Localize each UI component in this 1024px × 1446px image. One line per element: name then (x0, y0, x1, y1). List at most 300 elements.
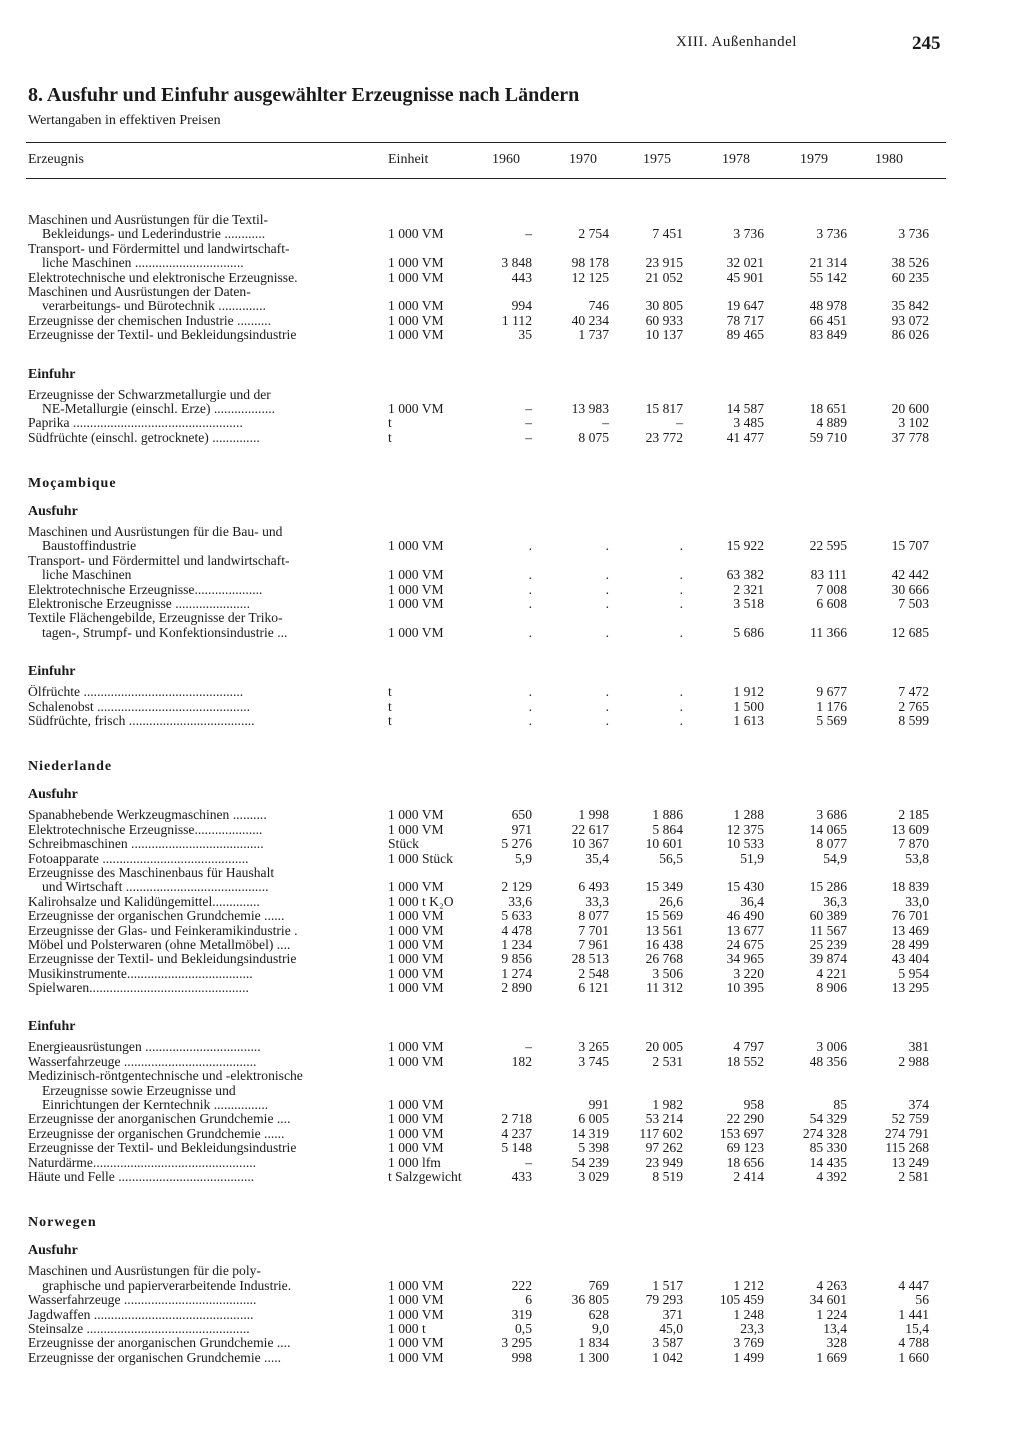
product-label: Naturdärme................................................ (28, 1155, 257, 1170)
value-cell-1979: 4 221 (816, 965, 847, 981)
product-label: Baustoffindustrie (42, 539, 137, 554)
product-label: Südfrüchte, frisch ..................................... (28, 713, 255, 728)
value-cell-1979: 18 651 (809, 400, 847, 416)
product-label: liche Maschinen (42, 568, 132, 583)
section-heading: Ausfuhr (28, 504, 78, 520)
product-label: tagen-, Strumpf- und Konfektionsindustrie ... (42, 625, 288, 640)
product-label: NE-Metallurgie (einschl. Erze) .................. (42, 401, 276, 416)
value-cell-1970: 13 983 (571, 400, 609, 416)
unit-cell: 1 000 VM (388, 1292, 444, 1308)
value-cell-1960: 9 856 (501, 951, 532, 967)
value-cell-1980: 13 295 (891, 980, 929, 996)
value-cell-1980: 28 499 (891, 936, 929, 952)
value-cell-1979: 60 389 (809, 908, 847, 924)
product-label: Transport- und Fördermittel und landwirtschaft- (28, 553, 290, 568)
value-cell-1975: 20 005 (645, 1039, 683, 1055)
unit-cell: 1 000 VM (388, 1053, 444, 1069)
product-label: Erzeugnisse der organischen Grundchemie ...... (28, 1126, 285, 1141)
unit-cell: 1 000 lfm (388, 1154, 441, 1170)
product-label: Erzeugnisse der anorganischen Grundchemie .... (28, 1112, 291, 1127)
value-cell-1975: 2 531 (652, 1053, 683, 1069)
value-cell-1975: 1 982 (652, 1097, 683, 1113)
value-cell-1975: 1 042 (652, 1349, 683, 1365)
product-label: Elektronische Erzeugnisse ...................... (28, 597, 250, 612)
product-label: Kalirohsalze und Kalidüngemittel.............. (28, 894, 260, 909)
unit-cell: 1 000 VM (388, 312, 444, 328)
col-header-1975: 1975 (643, 152, 671, 167)
value-cell-1978: 10 533 (726, 836, 764, 852)
value-cell-1970: . (605, 567, 609, 583)
table-row (0, 852, 1024, 866)
table-row (0, 1336, 1024, 1350)
table-row (0, 1322, 1024, 1336)
value-cell-1979: 54,9 (823, 850, 847, 866)
unit-cell: t Salzgewicht (388, 1168, 462, 1184)
value-cell-1975: 7 451 (652, 226, 683, 242)
value-cell-1978: 153 697 (719, 1125, 764, 1141)
table-row (0, 1264, 1024, 1278)
value-cell-1978: 3 769 (733, 1335, 764, 1351)
value-cell-1979: 13,4 (823, 1320, 847, 1336)
value-cell-1979: 14 065 (809, 821, 847, 837)
value-cell-1975: 5 864 (652, 821, 683, 837)
value-cell-1975: 16 438 (645, 936, 683, 952)
value-cell-1980: 43 404 (891, 951, 929, 967)
table-row (0, 1084, 1024, 1098)
value-cell-1979: 85 (833, 1097, 847, 1113)
value-cell-1975: – (676, 415, 683, 431)
value-cell-1979: 3 006 (816, 1039, 847, 1055)
unit-cell: 1 000 VM (388, 298, 444, 314)
table-row (0, 626, 1024, 640)
value-cell-1970: 36 805 (571, 1292, 609, 1308)
value-cell-1978: 1 248 (733, 1306, 764, 1322)
value-cell-1960: 3 848 (501, 255, 532, 271)
unit-cell: 1 000 VM (388, 596, 444, 612)
value-cell-1979: 85 330 (809, 1140, 847, 1156)
value-cell-1970: . (605, 684, 609, 700)
value-cell-1970: 22 617 (571, 821, 609, 837)
value-cell-1980: 374 (908, 1097, 929, 1113)
value-cell-1960: 4 478 (501, 922, 532, 938)
value-cell-1975: 3 587 (652, 1335, 683, 1351)
spacer (0, 1184, 1024, 1208)
value-cell-1980: 20 600 (891, 400, 929, 416)
value-cell-1980: 1 660 (898, 1349, 929, 1365)
value-cell-1980: 15 707 (891, 538, 929, 554)
unit-cell: 1 000 Stück (388, 850, 453, 866)
value-cell-1960: . (528, 581, 532, 597)
value-cell-1980: 4 447 (898, 1277, 929, 1293)
value-cell-1970: 7 961 (578, 936, 609, 952)
value-cell-1960: 222 (511, 1277, 532, 1293)
value-cell-1975: 117 602 (639, 1125, 683, 1141)
col-header-1960: 1960 (492, 152, 520, 167)
value-cell-1975: . (679, 538, 683, 554)
value-cell-1975: . (679, 567, 683, 583)
value-cell-1979: 328 (826, 1335, 847, 1351)
value-cell-1960: . (528, 567, 532, 583)
value-cell-1960: – (525, 1039, 532, 1055)
spacer (0, 728, 1024, 752)
value-cell-1979: 48 978 (809, 298, 847, 314)
table-row (0, 1127, 1024, 1141)
value-cell-1979: 22 595 (809, 538, 847, 554)
value-cell-1960: 0,5 (515, 1320, 532, 1336)
section-heading: Ausfuhr (28, 787, 78, 803)
value-cell-1979: 5 569 (816, 712, 847, 728)
value-cell-1980: 13 249 (891, 1154, 929, 1170)
table-row (0, 909, 1024, 923)
product-label: Bekleidungs- und Lederindustrie ............ (42, 227, 266, 242)
table-row (0, 213, 1024, 227)
value-cell-1979: 7 008 (816, 581, 847, 597)
value-cell-1978: 46 490 (726, 908, 764, 924)
unit-cell: 1 000 VM (388, 327, 444, 343)
value-cell-1975: 26,6 (659, 893, 683, 909)
table-row (0, 1112, 1024, 1126)
unit-cell: t (388, 429, 392, 445)
unit-cell: 1 000 VM (388, 567, 444, 583)
unit-cell: 1 000 VM (388, 581, 444, 597)
product-label: Elektrotechnische Erzeugnisse.................... (28, 822, 263, 837)
country-heading: Moçambique (28, 476, 117, 492)
value-cell-1975: 60 933 (645, 312, 683, 328)
product-label: verarbeitungs- und Bürotechnik .............. (42, 299, 266, 314)
country-heading: Norwegen (28, 1215, 97, 1231)
value-cell-1970: 2 754 (578, 226, 609, 242)
table-row (0, 1293, 1024, 1307)
value-cell-1975: 15 569 (645, 908, 683, 924)
value-cell-1979: 48 356 (809, 1053, 847, 1069)
table-row (0, 1098, 1024, 1112)
product-label: Elektrotechnische und elektronische Erzeugnisse. (28, 270, 298, 285)
value-cell-1980: 15,4 (905, 1320, 929, 1336)
product-label: Erzeugnisse der chemischen Industrie .......... (28, 313, 272, 328)
value-cell-1978: 36,4 (740, 893, 764, 909)
table-row (0, 823, 1024, 837)
value-cell-1970: 769 (588, 1277, 609, 1293)
chapter-header: XIII. Außenhandel (676, 34, 797, 50)
product-label: Fotoapparate ........................................... (28, 851, 249, 866)
value-cell-1980: 13 609 (891, 821, 929, 837)
table-row (0, 700, 1024, 714)
value-cell-1979: 39 874 (809, 951, 847, 967)
table-row (0, 525, 1024, 539)
value-cell-1980: 7 503 (898, 596, 929, 612)
unit-cell: 1 000 VM (388, 980, 444, 996)
value-cell-1970: 991 (588, 1097, 609, 1113)
value-cell-1978: 1 500 (733, 698, 764, 714)
value-cell-1970: 12 125 (571, 269, 609, 285)
value-cell-1975: 23 772 (645, 429, 683, 445)
section-heading: Einfuhr (28, 664, 76, 680)
unit-cell: t (388, 415, 392, 431)
value-cell-1970: 3 745 (578, 1053, 609, 1069)
table-row (0, 583, 1024, 597)
value-cell-1978: 89 465 (726, 327, 764, 343)
value-cell-1980: 3 736 (898, 226, 929, 242)
value-cell-1975: 56,5 (659, 850, 683, 866)
value-cell-1979: 14 435 (809, 1154, 847, 1170)
value-cell-1975: 11 312 (646, 980, 683, 996)
table-row (0, 611, 1024, 625)
value-cell-1979: 66 451 (809, 312, 847, 328)
unit-cell: 1 000 VM (388, 1335, 444, 1351)
table-row (0, 808, 1024, 822)
value-cell-1970: 8 077 (578, 908, 609, 924)
section-heading: Einfuhr (28, 1019, 76, 1035)
product-label: und Wirtschaft .......................................... (42, 880, 269, 895)
unit-cell: 1 000 VM (388, 965, 444, 981)
table-row (0, 539, 1024, 553)
value-cell-1975: 3 506 (652, 965, 683, 981)
table-row (0, 967, 1024, 981)
product-label: Spielwaren............................................... (28, 981, 249, 996)
table-row (0, 1156, 1024, 1170)
product-label: Häute und Felle ........................................ (28, 1169, 255, 1184)
product-label: Einrichtungen der Kerntechnik ................ (42, 1098, 269, 1113)
table-row (0, 431, 1024, 445)
value-cell-1960: – (525, 226, 532, 242)
product-label: Elektrotechnische Erzeugnisse.................... (28, 582, 263, 597)
value-cell-1980: 76 701 (891, 908, 929, 924)
value-cell-1978: 23,3 (740, 1320, 764, 1336)
unit-cell: 1 000 VM (388, 255, 444, 271)
value-cell-1970: 6 493 (578, 879, 609, 895)
value-cell-1978: 105 459 (719, 1292, 764, 1308)
unit-cell: 1 000 VM (388, 624, 444, 640)
unit-cell: 1 000 VM (388, 400, 444, 416)
table-row (0, 1141, 1024, 1155)
table-row (0, 416, 1024, 430)
product-label: graphische und papierverarbeitende Industrie. (42, 1278, 292, 1293)
table-body (0, 194, 1024, 1365)
value-cell-1980: 2 988 (898, 1053, 929, 1069)
unit-cell: 1 000 t K₂O (388, 893, 454, 909)
value-cell-1970: 10 367 (571, 836, 609, 852)
product-label: Paprika .................................................. (28, 416, 243, 431)
value-cell-1970: 28 513 (571, 951, 609, 967)
value-cell-1980: 12 685 (891, 624, 929, 640)
value-cell-1979: 8 077 (816, 836, 847, 852)
unit-cell: 1 000 VM (388, 538, 444, 554)
value-cell-1975: 13 561 (645, 922, 683, 938)
product-label: Erzeugnisse der Schwarzmetallurgie und der (28, 387, 271, 402)
value-cell-1978: 18 552 (726, 1053, 764, 1069)
value-cell-1979: 36,3 (823, 893, 847, 909)
value-cell-1978: 1 613 (733, 712, 764, 728)
value-cell-1978: 15 430 (726, 879, 764, 895)
value-cell-1979: 4 392 (816, 1168, 847, 1184)
value-cell-1960: – (525, 429, 532, 445)
spacer (0, 445, 1024, 469)
table-row (0, 227, 1024, 241)
header-top-rule (26, 142, 946, 143)
unit-cell: 1 000 VM (388, 1140, 444, 1156)
value-cell-1975: . (679, 581, 683, 597)
value-cell-1978: 1 212 (733, 1277, 764, 1293)
value-cell-1975: 10 601 (645, 836, 683, 852)
value-cell-1975: 23 915 (645, 255, 683, 271)
unit-cell: 1 000 VM (388, 1097, 444, 1113)
value-cell-1978: 5 686 (733, 624, 764, 640)
value-cell-1970: 9,0 (592, 1320, 609, 1336)
value-cell-1960: 994 (511, 298, 532, 314)
table-row (0, 388, 1024, 402)
value-cell-1978: 12 375 (726, 821, 764, 837)
unit-cell: t (388, 698, 392, 714)
value-cell-1975: 15 817 (645, 400, 683, 416)
value-cell-1979: 1 224 (816, 1306, 847, 1322)
value-cell-1960: 5 148 (501, 1140, 532, 1156)
value-cell-1970: 6 005 (578, 1111, 609, 1127)
value-cell-1960: – (525, 400, 532, 416)
value-cell-1978: 1 288 (733, 807, 764, 823)
table-row (0, 242, 1024, 256)
unit-cell: 1 000 VM (388, 951, 444, 967)
value-cell-1979: 3 736 (816, 226, 847, 242)
unit-cell: 1 000 VM (388, 879, 444, 895)
value-cell-1970: 1 998 (578, 807, 609, 823)
value-cell-1978: 24 675 (726, 936, 764, 952)
unit-cell: 1 000 VM (388, 807, 444, 823)
unit-cell: 1 000 VM (388, 1111, 444, 1127)
value-cell-1975: 26 768 (645, 951, 683, 967)
table-row (0, 924, 1024, 938)
unit-cell: 1 000 VM (388, 269, 444, 285)
value-cell-1975: 21 052 (645, 269, 683, 285)
product-label: Spanabhebende Werkzeugmaschinen .......... (28, 808, 267, 823)
value-cell-1978: 958 (743, 1097, 764, 1113)
table-row (0, 285, 1024, 299)
value-cell-1979: 1 669 (816, 1349, 847, 1365)
value-cell-1978: 19 647 (726, 298, 764, 314)
value-cell-1960: 2 129 (501, 879, 532, 895)
value-cell-1979: 8 906 (816, 980, 847, 996)
value-cell-1980: 381 (908, 1039, 929, 1055)
value-cell-1960: 182 (511, 1053, 532, 1069)
value-cell-1978: 22 290 (726, 1111, 764, 1127)
product-label: Schreibmaschinen ....................................... (28, 837, 264, 852)
value-cell-1979: 11 567 (810, 922, 847, 938)
value-cell-1980: 1 441 (898, 1306, 929, 1322)
value-cell-1975: . (679, 712, 683, 728)
value-cell-1975: 371 (662, 1306, 683, 1322)
value-cell-1970: 1 737 (578, 327, 609, 343)
value-cell-1970: 33,3 (585, 893, 609, 909)
value-cell-1979: 83 849 (809, 327, 847, 343)
value-cell-1978: 69 123 (726, 1140, 764, 1156)
value-cell-1970: 3 029 (578, 1168, 609, 1184)
value-cell-1978: 15 922 (726, 538, 764, 554)
product-label: Erzeugnisse der Textil- und Bekleidungsindustrie (28, 1141, 297, 1156)
value-cell-1960: 971 (511, 821, 532, 837)
table-row (0, 981, 1024, 995)
value-cell-1978: 34 965 (726, 951, 764, 967)
value-cell-1960: 6 (525, 1292, 532, 1308)
spacer (0, 343, 1024, 362)
value-cell-1979: 15 286 (809, 879, 847, 895)
product-label: Erzeugnisse der Glas- und Feinkeramikindustrie . (28, 923, 298, 938)
value-cell-1979: 6 608 (816, 596, 847, 612)
table-row (0, 938, 1024, 952)
value-cell-1960: 33,6 (508, 893, 532, 909)
value-cell-1975: 45,0 (659, 1320, 683, 1336)
value-cell-1980: 33,0 (905, 893, 929, 909)
spacer (0, 640, 1024, 659)
value-cell-1960: 3 295 (501, 1335, 532, 1351)
product-label: Ölfrüchte ............................................... (28, 685, 244, 700)
value-cell-1970: 2 548 (578, 965, 609, 981)
value-cell-1979: 59 710 (809, 429, 847, 445)
col-header-1979: 1979 (800, 152, 828, 167)
product-label: Maschinen und Ausrüstungen für die poly- (28, 1264, 261, 1279)
value-cell-1960: 5 633 (501, 908, 532, 924)
value-cell-1970: 746 (588, 298, 609, 314)
value-cell-1980: 3 102 (898, 415, 929, 431)
col-header-unit: Einheit (388, 152, 429, 167)
table-subtitle: Wertangaben in effektiven Preisen (28, 113, 221, 128)
value-cell-1979: 21 314 (809, 255, 847, 271)
unit-cell: 1 000 VM (388, 226, 444, 242)
value-cell-1975: . (679, 698, 683, 714)
value-cell-1970: . (605, 624, 609, 640)
value-cell-1970: . (605, 698, 609, 714)
value-cell-1970: 54 239 (571, 1154, 609, 1170)
value-cell-1979: 1 176 (816, 698, 847, 714)
value-cell-1960: . (528, 698, 532, 714)
table-row (0, 866, 1024, 880)
value-cell-1978: 32 021 (726, 255, 764, 271)
unit-cell: 1 000 VM (388, 1349, 444, 1365)
value-cell-1980: 2 185 (898, 807, 929, 823)
table-title: 8. Ausfuhr und Einfuhr ausgewählter Erzeugnisse nach Ländern (28, 84, 580, 106)
product-label: Möbel und Polsterwaren (ohne Metallmöbel) .... (28, 937, 291, 952)
col-header-1978: 1978 (722, 152, 750, 167)
table-row (0, 314, 1024, 328)
value-cell-1978: 45 901 (726, 269, 764, 285)
value-cell-1960: . (528, 684, 532, 700)
unit-cell: 1 000 VM (388, 821, 444, 837)
value-cell-1978: 13 677 (726, 922, 764, 938)
page-number: 245 (912, 33, 941, 54)
value-cell-1960: – (525, 415, 532, 431)
value-cell-1979: 25 239 (809, 936, 847, 952)
product-label: Schalenobst ............................................. (28, 699, 251, 714)
value-cell-1980: 52 759 (891, 1111, 929, 1127)
value-cell-1975: 15 349 (645, 879, 683, 895)
table-row (0, 1279, 1024, 1293)
product-label: Erzeugnisse der Textil- und Bekleidungsindustrie (28, 952, 297, 967)
value-cell-1978: 1 499 (733, 1349, 764, 1365)
value-cell-1975: . (679, 624, 683, 640)
value-cell-1960: 2 718 (501, 1111, 532, 1127)
value-cell-1960: 650 (511, 807, 532, 823)
value-cell-1979: 4 889 (816, 415, 847, 431)
table-row (0, 328, 1024, 342)
value-cell-1970: – (602, 415, 609, 431)
product-label: liche Maschinen ................................ (42, 256, 244, 271)
value-cell-1978: 3 736 (733, 226, 764, 242)
value-cell-1980: 37 778 (891, 429, 929, 445)
value-cell-1960: 319 (511, 1306, 532, 1322)
table-row (0, 1170, 1024, 1184)
value-cell-1975: 10 137 (645, 327, 683, 343)
value-cell-1979: 3 686 (816, 807, 847, 823)
value-cell-1975: . (679, 684, 683, 700)
table-row (0, 952, 1024, 966)
